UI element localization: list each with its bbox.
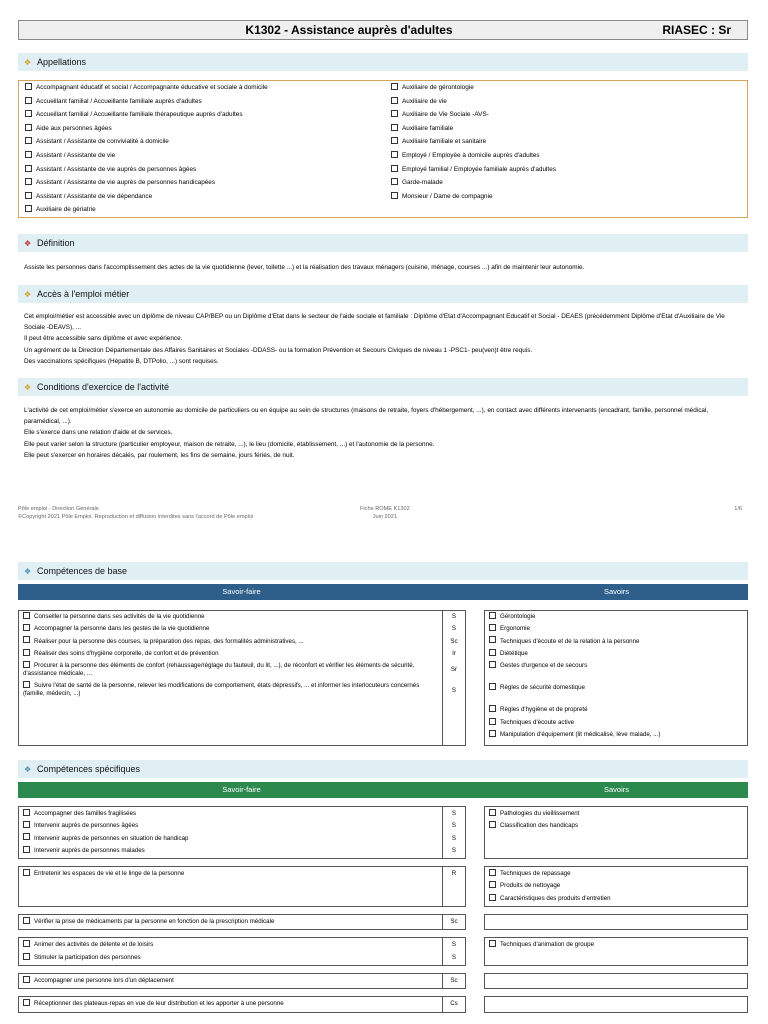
appellations-left-column — [25, 84, 268, 220]
knowledge-item — [485, 636, 747, 648]
knowledge-item — [485, 939, 747, 951]
item-text: Auxiliaire de vie — [402, 97, 447, 105]
skill-code: Ir — [452, 649, 456, 657]
item-text: Aide aux personnes âgées — [36, 124, 112, 132]
item-text: Accompagner une personne lors d'un déplacement — [34, 977, 174, 984]
skill-item — [19, 808, 442, 820]
item-text: Intervenir auprès de personnes âgées — [34, 822, 139, 830]
title-bar — [18, 20, 748, 40]
skill-group-row — [18, 996, 748, 1012]
paragraph-line: Elle peut s'exercer en horaires décalés, par roulement, les fins de semaine, jours fériés, de nuit. — [24, 451, 295, 459]
checkbox-icon — [489, 624, 496, 631]
appellation-item — [25, 193, 268, 207]
header-savoirs: Savoirs — [603, 785, 629, 794]
checkbox-icon — [391, 192, 398, 199]
appellation-item — [391, 84, 556, 98]
skill-group-row — [18, 806, 748, 859]
checkbox-icon — [25, 124, 32, 131]
item-text: Ergonomie — [500, 625, 530, 633]
paragraph-line: Cet emploi/métier est accessible avec un diplôme de niveau CAP/BEP ou un Diplôme d'Etat dans le secteur de l'aide sociale et familiale : Diplôme d'Etat d'Accompagnant Educatif et Social - DEAES (précédemment Diplôme d'Etat d'Auxiliaire de Vie Sociale -DEAVS), ... — [24, 313, 725, 332]
item-text: Réaliser pour la personne des courses, la préparation des repas, des formalités administratives, ... — [34, 637, 304, 645]
skill-item — [19, 939, 442, 951]
item-text: Stimuler la participation des personnes — [34, 953, 141, 961]
checkbox-icon — [489, 881, 496, 888]
checkbox-icon — [23, 917, 30, 924]
skill-item — [19, 952, 442, 964]
appellation-item — [25, 166, 268, 180]
appellation-item — [25, 179, 268, 193]
skill-item — [19, 916, 442, 928]
specific-skills-table — [18, 782, 748, 1008]
checkbox-icon — [489, 809, 496, 816]
checkbox-icon — [25, 178, 32, 185]
savoirs-cell — [484, 937, 748, 966]
appellation-item — [25, 138, 268, 152]
header-savoirs: Savoirs — [603, 587, 629, 596]
item-text: Employé familial / Employée familiale auprès d'adultes — [402, 165, 556, 173]
section-title: Conditions d'exercice de l'activité — [37, 382, 170, 392]
item-text: Classification des handicaps — [500, 822, 579, 830]
skill-item — [19, 660, 442, 680]
checkbox-icon — [23, 624, 30, 631]
paragraph-line: Des vaccinations spécifiques (Hépatite B, DTPolio, ...) sont requises. — [24, 357, 219, 365]
checkbox-icon — [23, 940, 30, 947]
section-appellations — [18, 53, 748, 71]
appellation-item — [25, 206, 268, 220]
skill-code: S — [451, 846, 457, 854]
header-savoir-faire: Savoir-faire — [222, 587, 261, 596]
appellation-item — [391, 166, 556, 180]
checkbox-icon — [23, 846, 30, 853]
item-text: Assistant / Assistante de vie auprès de personnes âgées — [36, 165, 197, 173]
item-text: Gérontologie — [500, 613, 536, 620]
item-text: Diététique — [500, 649, 528, 657]
appellation-item — [391, 125, 556, 139]
base-skills-table — [18, 584, 748, 739]
knowledge-item — [485, 880, 747, 892]
skill-group-row — [18, 914, 748, 930]
definition-text — [24, 262, 744, 273]
base-skills-row — [18, 610, 748, 746]
item-text: Procurer à la personne des éléments de confort (rehaussage/réglage du fauteuil, du lit, ...), de réconfort et vérifier les éléments de sécurité, d'assistance médicale, ... — [23, 662, 415, 678]
code-cell — [442, 610, 466, 746]
skill-item — [19, 845, 442, 857]
footer-copyright: ©Copyright 2021 Pôle Emploi. Reproduction et diffusion interdites sans l'accord de Pôle emploi — [18, 513, 254, 520]
diamond-icon: ❖ — [24, 58, 32, 67]
checkbox-icon — [489, 649, 496, 656]
code-cell — [442, 866, 466, 907]
skill-item — [19, 820, 442, 832]
item-text: Produits de nettoyage — [500, 882, 561, 890]
savoirs-cell — [484, 996, 748, 1012]
diamond-icon: ❖ — [24, 567, 32, 576]
paragraph-line: Elle s'exerce dans une relation d'aide et de services. — [24, 429, 173, 437]
skill-code: Sc — [450, 637, 458, 645]
item-text: Assistant / Assistante de vie dépendance — [36, 192, 153, 200]
item-text: Réceptionner des plateaux-repas en vue de leur distribution et les apporter à une personne — [34, 1000, 284, 1008]
item-text: Accompagner des familles fragilisées — [34, 810, 137, 817]
item-text: Auxiliaire de gérontologie — [402, 84, 474, 92]
footer-left — [18, 506, 253, 521]
checkbox-icon — [391, 151, 398, 158]
skill-item — [19, 680, 442, 702]
item-text: Garde-malade — [402, 179, 443, 187]
checkbox-icon — [489, 718, 496, 725]
item-text: Suivre l'état de santé de la personne, relever les modifications de comportement, états dépressifs, ... et informer les interlocuteurs concernés (famille, médecin, ...) — [23, 682, 420, 698]
skill-group-row — [18, 973, 748, 989]
checkbox-icon — [25, 137, 32, 144]
item-text: Règles d'hygiène et de propreté — [500, 706, 588, 714]
item-text: Accompagnant éducatif et social / Accompagnante éducative et sociale à domicile — [36, 84, 268, 92]
item-text: Entretenir les espaces de vie et le linge de la personne — [34, 870, 185, 878]
checkbox-icon — [489, 894, 496, 901]
footer-middle — [360, 506, 410, 521]
skill-item — [19, 648, 442, 660]
savoirs-cell — [484, 610, 748, 746]
paragraph-line: Elle peut varier selon la structure (particulier employeur, maison de retraite, ...), le lieu (domicile, établissement, ...) et l'autonomie de la personne. — [24, 440, 435, 448]
checkbox-icon — [23, 636, 30, 643]
savoir-faire-cell — [18, 610, 443, 746]
appellation-item — [391, 193, 556, 207]
section-title: Appellations — [37, 57, 87, 67]
item-text: Monsieur / Dame de compagnie — [402, 192, 493, 200]
item-text: Employé / Employée à domicile auprès d'adultes — [402, 152, 540, 160]
appellation-item — [391, 138, 556, 152]
page-title: K1302 - Assistance auprès d'adultes — [245, 23, 453, 37]
section-title: Accès à l'emploi métier — [37, 289, 130, 299]
checkbox-icon — [391, 110, 398, 117]
skill-item — [19, 623, 442, 635]
code-cell — [442, 937, 466, 966]
diamond-icon: ❖ — [24, 290, 32, 299]
checkbox-icon — [25, 205, 32, 212]
skill-code: S — [451, 687, 457, 695]
checkbox-icon — [23, 999, 30, 1006]
appellation-item — [25, 125, 268, 139]
item-text: Animer des activités de détente et de loisirs — [34, 941, 154, 949]
item-text: Intervenir auprès de personnes en situation de handicap — [34, 834, 189, 842]
item-text: Accueillant familial / Accueillante familiale thérapeutique auprès d'adultes — [36, 111, 243, 119]
knowledge-item — [485, 808, 747, 820]
savoirs-cell — [484, 806, 748, 859]
acces-text — [24, 311, 744, 367]
checkbox-icon — [489, 683, 496, 690]
savoirs-cell — [484, 866, 748, 907]
savoir-faire-cell — [18, 806, 443, 859]
skill-code: S — [451, 625, 457, 633]
skill-item — [19, 975, 442, 987]
item-text: Techniques d'écoute active — [500, 718, 575, 726]
checkbox-icon — [391, 97, 398, 104]
skill-code: S — [451, 810, 457, 817]
skill-group-row — [18, 937, 748, 966]
knowledge-item — [485, 820, 747, 832]
skill-code: S — [451, 613, 457, 620]
item-text: Conseiller la personne dans ses activités de la vie quotidienne — [34, 613, 205, 620]
checkbox-icon — [25, 83, 32, 90]
checkbox-icon — [391, 178, 398, 185]
diamond-icon: ❖ — [24, 383, 32, 392]
skill-code: Sr — [450, 666, 458, 674]
checkbox-icon — [25, 192, 32, 199]
skill-item — [19, 833, 442, 845]
item-text: Règles de sécurité domestique — [500, 684, 585, 692]
knowledge-item — [485, 672, 747, 704]
section-title: Compétences spécifiques — [37, 764, 141, 774]
item-text: Assistant / Assistante de vie — [36, 152, 116, 160]
diamond-icon: ❖ — [24, 239, 32, 248]
checkbox-icon — [489, 612, 496, 619]
appellation-item — [391, 152, 556, 166]
conditions-text — [24, 405, 744, 461]
savoir-faire-cell — [18, 996, 443, 1012]
skill-code: S — [451, 834, 457, 842]
knowledge-item — [485, 611, 747, 623]
section-acces — [18, 285, 748, 303]
code-cell — [442, 973, 466, 989]
code-cell — [442, 806, 466, 859]
section-definition — [18, 234, 748, 252]
skill-item — [19, 636, 442, 648]
code-cell — [442, 914, 466, 930]
item-text: Assistant / Assistante de convivialité à domicile — [36, 138, 169, 146]
item-text: Vérifier la prise de médicaments par la personne en fonction de la prescription médicale — [34, 918, 275, 926]
item-text: Pathologies du vieillissement — [500, 810, 580, 817]
skill-code: Sc — [450, 977, 458, 984]
section-title: Définition — [37, 238, 75, 248]
header-savoir-faire: Savoir-faire — [222, 785, 261, 794]
checkbox-icon — [23, 661, 30, 668]
section-competences-base — [18, 562, 748, 580]
knowledge-item — [485, 893, 747, 905]
checkbox-icon — [23, 869, 30, 876]
section-title: Compétences de base — [37, 566, 128, 576]
skill-item — [19, 998, 442, 1010]
checkbox-icon — [391, 124, 398, 131]
knowledge-item — [485, 729, 747, 741]
appellation-item — [391, 179, 556, 193]
checkbox-icon — [23, 681, 30, 688]
appellations-right-column — [391, 84, 556, 206]
item-text: Auxiliaire de gériatrie — [36, 206, 96, 214]
skill-item — [19, 611, 442, 623]
checkbox-icon — [391, 83, 398, 90]
item-text: Réaliser des soins d'hygiène corporelle, de confort et de prévention — [34, 649, 219, 657]
definition-paragraph: Assiste les personnes dans l'accomplissement des actes de la vie quotidienne (lever, toilette ...) et la réalisation des travaux ménagers (cuisine, ménage, courses ...) afin de maintenir leur autonomie. — [24, 264, 585, 271]
savoirs-cell — [484, 914, 748, 930]
checkbox-icon — [489, 940, 496, 947]
base-table-header — [18, 584, 748, 600]
skill-item — [19, 868, 442, 880]
appellation-item — [391, 111, 556, 125]
skill-code: S — [451, 953, 457, 961]
spec-table-header — [18, 782, 748, 798]
knowledge-item — [485, 660, 747, 672]
knowledge-item — [485, 704, 747, 716]
diamond-icon: ❖ — [24, 765, 32, 774]
checkbox-icon — [489, 869, 496, 876]
skill-code: R — [451, 870, 457, 878]
savoir-faire-cell — [18, 914, 443, 930]
skill-group-row — [18, 866, 748, 907]
item-text: Manipulation d'équipement (lit médicalisé, lève malade, ...) — [500, 731, 661, 739]
savoir-faire-cell — [18, 937, 443, 966]
checkbox-icon — [23, 809, 30, 816]
footer-org: Pôle emploi - Direction Générale — [18, 506, 99, 512]
item-text: Accompagner la personne dans les gestes de la vie quotidienne — [34, 625, 210, 633]
appellation-item — [25, 111, 268, 125]
checkbox-icon — [489, 705, 496, 712]
savoirs-cell — [484, 973, 748, 989]
item-text: Accueillant familial / Accueillante familiale auprès d'adultes — [36, 97, 202, 105]
checkbox-icon — [391, 137, 398, 144]
item-text: Assistant / Assistante de vie auprès de personnes handicapées — [36, 179, 216, 187]
checkbox-icon — [25, 97, 32, 104]
checkbox-icon — [23, 976, 30, 983]
riasec-code: RIASEC : Sr — [662, 23, 731, 37]
item-text: Intervenir auprès de personnes malades — [34, 846, 145, 854]
item-text: Techniques d'écoute et de la relation à la personne — [500, 637, 640, 645]
checkbox-icon — [23, 612, 30, 619]
checkbox-icon — [23, 821, 30, 828]
item-text: Techniques d'animation de groupe — [500, 941, 595, 949]
knowledge-item — [485, 717, 747, 729]
code-cell — [442, 996, 466, 1012]
item-text: Auxiliaire familiale et sanitaire — [402, 138, 487, 146]
knowledge-item — [485, 868, 747, 880]
checkbox-icon — [25, 165, 32, 172]
appellation-item — [391, 98, 556, 112]
skill-code: S — [451, 941, 457, 949]
checkbox-icon — [23, 833, 30, 840]
skill-code: Cs — [450, 1000, 458, 1008]
checkbox-icon — [391, 165, 398, 172]
footer-fiche: Fiche ROME K1302 — [360, 506, 410, 512]
item-text: Gestes d'urgence et de secours — [500, 662, 588, 670]
checkbox-icon — [489, 730, 496, 737]
checkbox-icon — [489, 661, 496, 668]
checkbox-icon — [25, 151, 32, 158]
appellation-item — [25, 84, 268, 98]
checkbox-icon — [23, 649, 30, 656]
checkbox-icon — [25, 110, 32, 117]
paragraph-line: L'activité de cet emploi/métier s'exerce en autonomie au domicile de particuliers ou en équipe au sein de structures (maisons de retraite, foyers d'hébergement, ...), en contact avec différents intervenants (encadrant, famille, personnel médical, paramédical, ...). — [24, 407, 709, 426]
appellations-box — [18, 80, 748, 218]
item-text: Auxiliaire familiale — [402, 124, 454, 132]
item-text: Caractéristiques des produits d'entretien — [500, 894, 611, 902]
item-text: Auxiliaire de Vie Sociale -AVS- — [402, 111, 489, 119]
paragraph-line: Il peut être accessible sans diplôme et avec expérience. — [24, 335, 183, 343]
knowledge-item — [485, 648, 747, 660]
checkbox-icon — [23, 953, 30, 960]
skill-code: Sc — [450, 918, 458, 926]
footer-date: Juin 2021 — [372, 513, 397, 520]
knowledge-item — [485, 623, 747, 635]
paragraph-line: Un agrément de la Direction Départementale des Affaires Sanitaires et Sociales -DDASS- ou la formation Prévention et Secours Civiques de niveau 1 -PSC1- peu(ven)t être requis. — [24, 346, 533, 354]
item-text: Techniques de repassage — [500, 870, 571, 878]
appellation-item — [25, 98, 268, 112]
checkbox-icon — [489, 636, 496, 643]
section-conditions — [18, 378, 748, 396]
page-number: 1/6 — [734, 506, 742, 512]
skill-code: S — [451, 822, 457, 830]
checkbox-icon — [489, 821, 496, 828]
savoir-faire-cell — [18, 866, 443, 907]
savoir-faire-cell — [18, 973, 443, 989]
appellation-item — [25, 152, 268, 166]
section-competences-specifiques — [18, 760, 748, 778]
